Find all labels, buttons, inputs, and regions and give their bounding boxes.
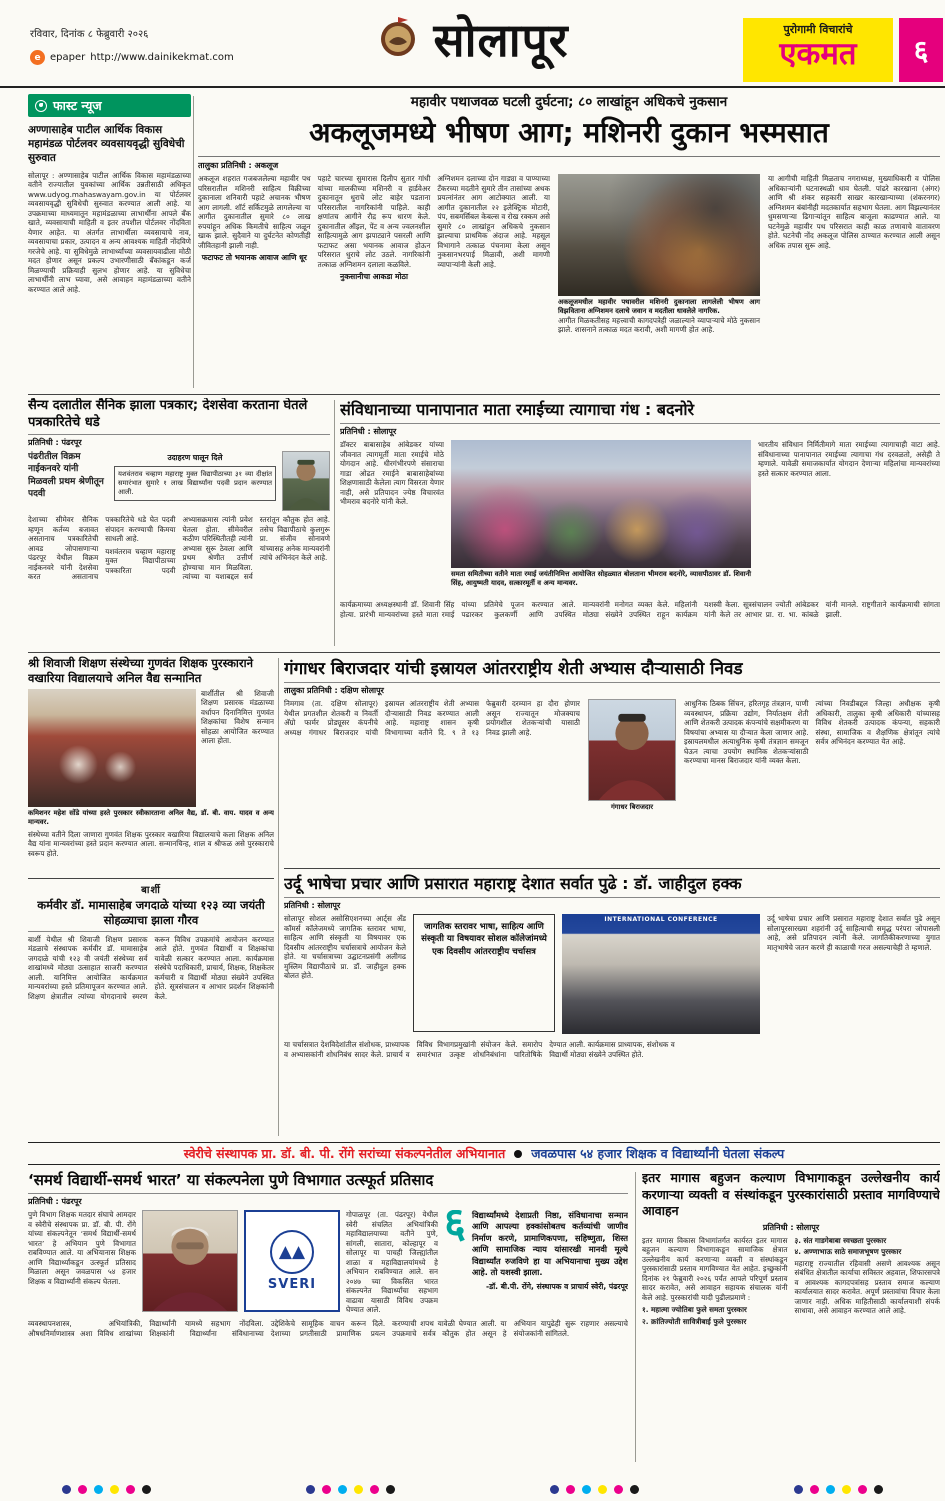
- registration-dot: [354, 1485, 363, 1494]
- soldier-subhead: पंढरीतील विक्रम नाईकनवरे यांनी मिळवली प्रथम श्रेणीतून पदवी: [28, 452, 104, 499]
- registration-dot: [826, 1485, 835, 1494]
- registration-dot: [62, 1485, 71, 1494]
- campaign-banner: [28, 1142, 940, 1165]
- jagdale-headline: कर्मवीर डॉ. मामासाहेब जगदाळे यांच्या १२३ व्या जयंती सोहळ्याचा झाला गौरव: [28, 898, 274, 932]
- sveri-logo: [244, 1210, 340, 1312]
- fire-photo-caption: अकलूजमधील महावीर पथावरील मशिनरी दुकानाला लागलेली भीषण आग विझविताना अग्निशमन दलाचे जवान व मदतीला धावलेले नागरिक.: [558, 298, 760, 315]
- birajdar-article: [284, 656, 940, 864]
- magas-headline: इतर मागास बहुजन कल्याण विभागाकडून उल्लेखनीय कार्य करणाऱ्या व्यक्ती व संस्थांकडून पुरस्कारांसाठी प्रस्ताव मागविण्याचे आवाहन: [642, 1170, 940, 1218]
- divider: [28, 394, 940, 395]
- registration-dot: [810, 1485, 819, 1494]
- masthead-title: सोलापूर: [433, 13, 569, 67]
- award-list-item: २. क्रांतिज्योती सावित्रीबाई फुले पुरस्कार: [642, 1316, 747, 1326]
- registration-dot-group: [306, 1485, 395, 1494]
- birajdar-headline: गंगाधर बिराजदार यांची इस्रायल आंतरराष्ट्रीय शेती अभ्यास दौऱ्यासाठी निवड: [284, 656, 940, 683]
- registration-dot: [858, 1485, 867, 1494]
- samarth-mid-column: गोपाळपूर (ता. पंढरपूर) येथील स्वेरी संचलित अभियांत्रिकी महाविद्यालयाच्या वतीने पुणे, सांगली, सातारा, कोल्हापूर व सोलापूर या पाचही जिल्ह्यांतील शाळा व महाविद्यालयांमध्ये हे अभियान राबविण्यात आले. सन २०४७ च्या विकसित भारत संकल्पनेत विद्यार्थ्यांचा सहभाग वाढावा यासाठी विविध उपक्रम घेण्यात आले.: [346, 1210, 438, 1314]
- urdu-right-column: उर्दू भाषेचा प्रचार आणि प्रसारात महाराष्ट्र देशात सर्वात पुढे असून सोलापूरसारख्या शहरांनी उर्दू साहित्याची समृद्ध परंपरा जोपासली आहे, असे प्रतिपादन त्यांनी केले. जागतिकीकरणाच्या युगात मातृभाषेचे जतन करणे ही काळाची गरज असल्याचेही ते म्हणाले.: [767, 914, 940, 952]
- registration-dot: [874, 1485, 883, 1494]
- sveri-emblem-icon: ▲▲: [270, 1230, 314, 1274]
- fast-news-headline: अण्णासाहेब पाटील आर्थिक विकास महामंडळ पोर्टलवर व्यवसायवृद्धी सुविधेची सुरुवात: [28, 124, 185, 165]
- samarth-article: [28, 1170, 628, 1464]
- divider: [193, 96, 194, 388]
- divider: [28, 878, 274, 879]
- ramai-mid-row: [340, 440, 940, 596]
- registration-dot: [550, 1485, 559, 1494]
- urdu-headline: उर्दू भाषेचा प्रचार आणि प्रसारात महाराष्ट्र देशात सर्वात पुढे : डॉ. जाहीदुल हक्क: [284, 872, 940, 898]
- registration-dot: [78, 1485, 87, 1494]
- registration-dot: [110, 1485, 119, 1494]
- samarth-quote-text: विद्यार्थ्यांमध्ये देशाप्रती निष्ठा, संविधानाचा सन्मान आणि आपल्या हक्कांसोबतच कर्तव्यांची जाणीव निर्माण करणे, प्रामाणिकपणा, सहिष्णुता, शिस्त आणि सामाजिक न्याय यांसारखी मानवी मूल्ये विद्यार्थ्यांत रुजविणे हा या अभियानाचा मुख्य उद्देश आहे. तो यशस्वी झाला.: [472, 1210, 628, 1278]
- brand-box: [743, 18, 893, 82]
- urdu-article: [284, 872, 940, 1136]
- divider: [635, 1172, 636, 1462]
- registration-dot: [322, 1485, 331, 1494]
- birajdar-content: [284, 699, 940, 857]
- soldier-mid-block: [114, 451, 276, 511]
- lead-paragraph: अग्निशमन दलाच्या दोन गाड्या व पाण्याच्या टँकरच्या मदतीने सुमारे तीन तासांच्या अथक प्रयत्नांनंतर आग आटोक्यात आली. या आगीत दुकानातील २२ इलेक्ट्रिक मोटारी, पंप, सबमर्सिबल केबल्स व रोख रक्कम असे सुमारे ८० लाखांहून अधिकचे नुकसान झाल्याचा प्राथमिक अंदाज आहे. महसूल विभागाने तत्काळ पंचनामा केला असून नुकसानभरपाई मिळावी, अशी मागणी व्यापाऱ्यांनी केली आहे.: [437, 174, 550, 269]
- soldier-journalist-article: [28, 398, 330, 648]
- birajdar-photo-caption: गंगाधर बिराजदार: [610, 803, 654, 811]
- registration-dot: [842, 1485, 851, 1494]
- page-number-badge: ६: [899, 18, 943, 82]
- divider: [284, 868, 940, 869]
- epaper-label: epaper: [50, 52, 86, 63]
- registration-dot: [598, 1485, 607, 1494]
- vaidya-body: संस्थेच्या वतीने दिला जाणारा गुणवंत शिक्षक पुरस्कार वखारिया विद्यालयाचे कला शिक्षक अनिल वैद्य यांना मान्यवरांच्या हस्ते प्रदान करण्यात आला. सन्मानचिन्ह, शाल व श्रीफळ असे पुरस्काराचे स्वरूप होते.: [28, 829, 274, 858]
- jagdale-body: बार्शी येथील श्री शिवाजी शिक्षण प्रसारक मंडळाचे संस्थापक कर्मवीर डॉ. मामासाहेब जगदाळे यांची १२३ वी जयंती संस्थेच्या सर्व शाखांमध्ये मोठ्या उत्साहात साजरी करण्यात आली. यानिमित्त आयोजित कार्यक्रमात मान्यवरांच्या हस्ते प्रतिमापूजन करण्यात आले. शिक्षण क्षेत्रातील त्यांच्या योगदानाचे स्मरण करून विविध उपक्रमांचे आयोजन करण्यात आले होते. गुणवंत विद्यार्थी व शिक्षकांचा यावेळी सत्कार करण्यात आला. कार्यक्रमास संस्थेचे पदाधिकारी, प्राचार्य, शिक्षक, शिक्षकेतर कर्मचारी व विद्यार्थी मोठ्या संख्येने उपस्थित होते. सूत्रसंचालन व आभार प्रदर्शन शिक्षकांनी केले.: [28, 934, 274, 1001]
- registration-dot-group: [794, 1485, 883, 1494]
- registration-dot-group: [550, 1485, 639, 1494]
- urdu-left-column: सोलापूर सोशल असोसिएशनच्या आर्ट्स अँड कॉमर्स कॉलेजमध्ये जागतिक स्तरावर भाषा, साहित्य आणि संस्कृती या विषयावर एक दिवसीय आंतरराष्ट्रीय चर्चासत्राचे आयोजन केले होते. या चर्चासत्राच्या उद्घाटनप्रसंगी अलीगढ मुस्लिम विद्यापीठाचे प्रा. डॉ. जाहीदुल हक्क बोलत होते.: [284, 914, 406, 980]
- lead-byline: तालुका प्रतिनिधी : अकलूज: [198, 161, 279, 170]
- samarth-bottom-columns: व्यवस्थापनशास्त्र, अभियांत्रिकी, औषधनिर्माणशास्त्र अशा विविध शाखांच्या विद्यार्थ्यांनी यामध्ये सहभाग नोंदविला. शिक्षकांनी विद्यार्थ्यांना संविधानाच्या उद्देशिकेचे सामूहिक वाचन करून दिले. देशाच्या प्रगतीसाठी प्रामाणिक प्रयत्न करण्याची शपथ यावेळी घेण्यात आली. या उपक्रमाचे सर्वत्र कौतुक होत असून हे अभियान यापुढेही सुरू राहणार असल्याचे संयोजकांनी सांगितले.: [28, 1319, 628, 1338]
- group-photo-caption: समता समितीच्या वतीने माता रमाई जयंतीनिमित्त आयोजित सोहळ्यात बोलताना भीमराव बदनोरे, व्यासपीठावर डॉ. शिवानी सिंह, आयुष्मती यादव, सत्कारमूर्ती व अन्य मान्यवर.: [451, 570, 751, 587]
- page-header: [0, 0, 945, 88]
- lead-paragraph: पहाटे चारच्या सुमारास दिलीप सुतार गांधी यांच्या मालकीच्या मशिनरी व हार्डवेअर दुकानातून धुराचे लोट बाहेर पडताना परिसरातील नागरिकांनी पाहिले. काही क्षणांतच आगीने रौद्र रूप धारण केले. दुकानातील ऑइल, पेंट व अन्य ज्वलनशील साहित्यामुळे आग झपाट्याने पसरली आणि फटाफट असा भयानक आवाज होऊन परिसरात धुराचे लोट उठले. नागरिकांनी तत्काळ अग्निशमन दलाला कळविले.: [317, 174, 431, 269]
- birajdar-left-columns: [284, 699, 580, 857]
- fast-news-box: [28, 94, 191, 390]
- registration-dot: [614, 1485, 623, 1494]
- registration-dot: [306, 1485, 315, 1494]
- birajdar-paragraph: त्यांच्या निवडीबद्दल जिल्हा अधीक्षक कृषी अधिकारी, तालुका कृषी अधिकारी यांच्यासह विविध शेतकरी उत्पादक कंपन्या, सहकारी संस्था, सामाजिक व शैक्षणिक क्षेत्रांतून त्यांचे सर्वत्र अभिनंदन करण्यात येत आहे.: [815, 699, 940, 746]
- fast-news-header: [28, 94, 191, 117]
- ramai-headline: संविधानाच्या पानापानात माता रमाईच्या त्यागाचा गंध : बदनोरे: [340, 398, 940, 424]
- samarth-byline: प्रतिनिधी : पंढरपूर: [28, 1197, 82, 1206]
- birajdar-photo-block: [588, 699, 676, 857]
- urdu-content-row: [284, 914, 940, 1036]
- vaidya-side-column: बार्शीतील श्री शिवाजी शिक्षण प्रसारक मंडळाच्या वर्धापन दिनानिमित्त गुणवंत शिक्षकांचा विशेष सन्मान सोहळा आयोजित करण्यात आला होता.: [201, 688, 274, 746]
- registration-dot: [338, 1485, 347, 1494]
- soldier-headline: सैन्य दलातील सैनिक झाला पत्रकार; देशसेवा करताना घेतले पत्रकारितेचे धडे: [28, 398, 330, 435]
- ronge-portrait-photo: [142, 1210, 238, 1312]
- color-registration-marks: [0, 1485, 945, 1494]
- lead-headline: अकलूजमध्ये भीषण आग; मशिनरी दुकान भस्मसात: [198, 113, 940, 157]
- lead-photo-block: [558, 174, 760, 386]
- ramai-photo-block: [451, 440, 751, 596]
- ramai-byline: प्रतिनिधी : सोलापूर: [340, 427, 397, 436]
- soldier-byline: प्रतिनिधी : पंढरपूर: [28, 438, 82, 448]
- brand-name: एकमत: [779, 36, 857, 72]
- ramai-left-column: डॉक्टर बाबासाहेब आंबेडकर यांच्या जीवनात त्यागमूर्ती माता रमाईचे मोठे योगदान आहे. धीरगंभीरपणे संसाराचा गाडा ओढत रमाईने बाबासाहेबांच्या शिक्षणासाठी केलेला त्याग विसरता येणार नाही, असे प्रतिपादन ज्येष्ठ विचारवंत भीमराव बदनोरे यांनी केले.: [340, 440, 444, 506]
- registration-dot: [566, 1485, 575, 1494]
- soldier-top-row: [28, 451, 330, 511]
- banner-left-text: स्वेरीचे संस्थापक प्रा. डॉ. बी. पी. रोंगे सरांच्या संकल्पनेतील अभियानात: [183, 1146, 506, 1161]
- soldier-inset-box: यशवंतराव चव्हाण महाराष्ट्र मुक्त विद्यापीठाच्या ३१ व्या दीक्षांत समारंभात सुमारे १ लाख विद्यार्थ्यांना पदवी प्रदान करण्यात आली.: [114, 466, 276, 500]
- ramai-right-column: भारतीय संविधान निर्मितीमागे माता रमाईच्या त्यागाचाही वाटा आहे. संविधानाच्या पानापानात रमाईच्या त्यागाचा गंध दरवळतो, असेही ते म्हणाले. यावेळी समाजकार्यात योगदान देणाऱ्या महिलांचा मान्यवरांच्या हस्ते सत्कार करण्यात आला.: [758, 440, 940, 478]
- birajdar-byline: तालुका प्रतिनिधी : दक्षिण सोलापूर: [284, 686, 384, 695]
- vaidya-award-article: [28, 656, 274, 876]
- ramai-article: [340, 398, 940, 648]
- samarth-top-row: [28, 1210, 628, 1314]
- vaidya-row: [28, 689, 274, 807]
- masthead-logo-icon: [376, 15, 420, 63]
- magas-byline: प्रतिनिधी : सोलापूर: [762, 1222, 820, 1232]
- urdu-byline: प्रतिनिधी : सोलापूर: [284, 901, 341, 910]
- magas-awards-article: [642, 1170, 940, 1464]
- lead-content: [198, 174, 940, 386]
- birajdar-paragraph: निमगाव (ता. दक्षिण सोलापूर) येथील प्रगतशील शेतकरी व निवर्ती अ‍ॅग्रो फार्मर प्रोड्यूसर कंपनीचे अध्यक्ष गंगाधर बिराजदार यांची इस्रायल आंतरराष्ट्रीय शेती अभ्यास दौऱ्यासाठी निवड करण्यात आली आहे. महाराष्ट्र शासन कृषी विभागाच्या वतीने दि. ९ ते १३ फेब्रुवारी दरम्यान हा दौरा होणार असून राज्यातून मोजक्याच प्रयोगशील शेतकऱ्यांची यासाठी निवड झाली आहे.: [284, 699, 580, 737]
- registration-dot: [94, 1485, 103, 1494]
- samarth-headline: ‘समर्थ विद्यार्थी-समर्थ भारत’ या संकल्पनेला पुणे विभागात उत्स्फूर्त प्रतिसाद: [28, 1170, 628, 1194]
- samarth-left-column: पुणे विभाग शिक्षक मतदार संघाचे आमदार व स्वेरीचे संस्थापक प्रा. डॉ. बी. पी. रोंगे यांच्या संकल्पनेतून ‘समर्थ विद्यार्थी-समर्थ भारत’ हे अभियान पुणे विभागात राबविण्यात आले. या अभियानास शिक्षक आणि विद्यार्थ्यांकडून उत्स्फूर्त प्रतिसाद मिळाला असून जवळपास ५४ हजार शिक्षक व विद्यार्थ्यांनी संकल्प घेतला.: [28, 1210, 136, 1286]
- quote-mark-icon: ६: [444, 1210, 466, 1247]
- fast-news-title: फास्ट न्यूज: [53, 98, 102, 113]
- group-photo: [451, 440, 751, 568]
- magas-paragraph: इतर मागास विकास विभागांतर्गत कार्यरत इतर मागास बहुजन कल्याण विभागाकडून सामाजिक क्षेत्रात उल्लेखनीय कार्य करणाऱ्या व्यक्ती व संस्थांकडून पुरस्कारांसाठी प्रस्ताव मागविण्यात येत आहेत. इच्छुकांनी दिनांक २१ फेब्रुवारी २०२६ पर्यंत आपले परिपूर्ण प्रस्ताव सादर करावेत, असे आवाहन सहायक संचालक यांनी केले आहे. पुरस्कारांची यादी पुढीलप्रमाणे :: [642, 1235, 788, 1302]
- samarth-quote-block: [444, 1210, 628, 1314]
- registration-dot: [126, 1485, 135, 1494]
- banner-right-text: जवळपास ५४ हजार शिक्षक व विद्यार्थ्यांनी घेतला संकल्प: [531, 1146, 785, 1161]
- epaper-icon: e: [30, 50, 45, 65]
- fire-photo: [558, 174, 760, 296]
- jagdale-place-label: बार्शी: [141, 885, 161, 896]
- magas-body: [642, 1236, 940, 1448]
- ceremony-photo-caption: कमिशनर महेश सोंडे यांच्या हस्ते पुरस्कार स्वीकारताना अनिल वैद्य, डॉ. बी. वाय. यादव व अन्य मान्यवर.: [28, 808, 274, 826]
- urdu-bottom-columns: या चर्चासत्रात देशविदेशांतील संशोधक, प्राध्यापक व अभ्यासकांनी शोधनिबंध सादर केले. प्राचार्य व विविध विभागप्रमुखांनी संयोजन केले. समारोप समारंभात उत्कृष्ट शोधनिबंधांना पारितोषिके देण्यात आली. कार्यक्रमास प्राध्यापक, संशोधक व विद्यार्थी मोठ्या संख्येने उपस्थित होते.: [284, 1040, 675, 1059]
- jagdale-article: [28, 882, 274, 1138]
- conference-banner-text: INTERNATIONAL CONFERENCE: [604, 916, 718, 923]
- registration-dot: [370, 1485, 379, 1494]
- brand-tagline: पुरोगामी विचारांचे: [783, 23, 853, 36]
- birajdar-paragraph: आधुनिक ठिबक सिंचन, हरितगृह तंत्रज्ञान, पाणी व्यवस्थापन, प्रक्रिया उद्योग, निर्यातक्षम शेती आणि शेतकरी उत्पादक कंपन्यांचे सक्षमीकरण या विषयांचा अभ्यास या दौऱ्यात केला जाणार आहे. इस्रायलमधील अत्याधुनिक कृषी तंत्रज्ञान समजून घेऊन त्याचा उपयोग स्थानिक शेतकऱ्यांसाठी करण्याचा मानस बिराजदार यांनी व्यक्त केला.: [684, 699, 809, 765]
- vaidya-headline: श्री शिवाजी शिक्षण संस्थेच्या गुणवंत शिक्षक पुरस्काराने वखारिया विद्यालयाचे अनिल वैद्य सन्मानित: [28, 656, 253, 685]
- birajdar-portrait-photo: [588, 699, 676, 801]
- lead-crosshead-1: फटाफट तो भयानक आवाज आणि धूर: [201, 253, 307, 262]
- soldier-paragraph: यशवंतराव चव्हाण महाराष्ट्र मुक्त विद्यापीठाच्या पत्रकारिता पदवी अभ्यासक्रमास त्यांनी प्रवेश घेतला होता. सीमेवरील कठीण परिस्थितीतही त्यांनी अभ्यास सुरू ठेवला आणि प्रथम श्रेणीत उत्तीर्ण होण्याचा मान मिळविला. त्यांच्या या यशाबद्दल सर्व स्तरांतून कौतुक होत आहे. तसेच विद्यापीठाचे कुलगुरू प्रा. संजीव सोनावणे यांच्यासह अनेक मान्यवरांनी त्यांचे अभिनंदन केले आहे.: [105, 515, 330, 582]
- divider: [334, 400, 335, 646]
- lead-crosshead-2: नुकसानीचा आकडा मोठा: [340, 272, 408, 281]
- fastnews-leaf-icon: [35, 100, 47, 112]
- ramai-bottom-columns: कार्यक्रमाच्या अध्यक्षस्थानी डॉ. शिवानी सिंह होत्या. प्रारंभी मान्यवरांच्या हस्ते माता रमाई यांच्या प्रतिमेचे पूजन करण्यात आले. पढारकर कुलकर्णी आणि उपस्थित मान्यवरांनी मनोगत व्यक्त केले. महिलांनी मोठ्या संख्येने उपस्थित राहून कार्यक्रम यशस्वी केला. सूत्रसंचालन ज्योती आंबेडकर यांनी केले तर आभार प्रा. रा. भा. कांबळे यांनी मानले. राष्ट्रगीताने कार्यक्रमाची सांगता झाली.: [340, 600, 940, 619]
- lead-text-columns: [198, 174, 550, 386]
- award-list-item: ३. संत गाडगेबाबा स्वच्छता पुरस्कार: [794, 1235, 887, 1245]
- date-line: रविवार, दिनांक ८ फेब्रुवारी २०२६: [30, 29, 149, 40]
- lead-article: [198, 92, 940, 392]
- award-list-item: १. महात्मा ज्योतिबा फुले समता पुरस्कार: [642, 1305, 747, 1314]
- soldier-paragraph: देशाच्या सीमेवर सैनिक म्हणून कर्तव्य बजावत असतानाच पत्रकारितेची आवड जोपासणाऱ्या पंढरपूर येथील विक्रम नाईकनवरे यांनी देशसेवा करत असतानाच पत्रकारितेचे धडे घेत पदवी संपादन करण्याची किमया साधली आहे.: [28, 515, 176, 582]
- samarth-quote-attribution: -डॉ. बी.पी. रोंगे, संस्थापक व प्राचार्य स्वेरी, पंढरपूर: [485, 1281, 628, 1291]
- registration-dot: [794, 1485, 803, 1494]
- banner-dot-icon: [514, 1150, 522, 1158]
- soldier-portrait-photo: [282, 451, 330, 511]
- magas-paragraph: महाराष्ट्र राज्यातील रहिवासी असणे आवश्यक असून संबंधित क्षेत्रातील कार्याचा सविस्तर अहवाल, शिफारसपत्रे व आवश्यक कागदपत्रांसह प्रस्ताव समाज कल्याण कार्यालयात सादर करावेत. अपूर्ण प्रस्तावांचा विचार केला जाणार नाही. अधिक माहितीसाठी कार्यालयाशी संपर्क साधावा, असे आवाहन करण्यात आले आहे.: [794, 1258, 940, 1315]
- lead-paragraph: आगीत मिळकतीसह महत्त्वाची कागदपत्रेही जळाल्याने व्यापाऱ्याचे मोठे नुकसान झाले. शासनाने तत्काळ मदत करावी, अशी मागणी होत आहे.: [558, 315, 760, 335]
- registration-dot: [630, 1485, 639, 1494]
- registration-dot: [582, 1485, 591, 1494]
- registration-dot: [142, 1485, 151, 1494]
- registration-dot-group: [62, 1485, 151, 1494]
- website-url[interactable]: http://www.dainikekmat.com: [90, 52, 234, 63]
- sveri-logo-text: SVERI: [267, 1277, 317, 1292]
- award-list-item: ४. अण्णाभाऊ साठे समाजभूषण पुरस्कार: [794, 1247, 902, 1256]
- soldier-crosshead: उदाहरण घालून दिले: [167, 453, 223, 463]
- award-ceremony-photo: [28, 689, 196, 807]
- urdu-quote-box: जागतिक स्तरावर भाषा, साहित्य आणि संस्कृती या विषयावर सोशल कॉलेजांमध्ये एक दिवसीय आंतरराष्ट्रीय चर्चासत्र: [413, 914, 555, 1032]
- lead-paragraph: अकलूज शहरात गजबजलेल्या महावीर पथ परिसरातील मशिनरी साहित्य विक्रीच्या दुकानाला शनिवारी पहाटे अचानक भीषण आग लागली. शॉर्ट सर्किटमुळे लागलेल्या या आगीत दुकानातील सुमारे ८० लाख रुपयांहून अधिक किमतीचे साहित्य जळून खाक झाले. सुदैवाने या दुर्घटनेत कोणतीही जीवितहानी झाली नाही.: [198, 174, 311, 250]
- birajdar-right-columns: [684, 699, 940, 857]
- registration-dot: [386, 1485, 395, 1494]
- divider: [278, 658, 279, 1136]
- divider: [28, 652, 940, 653]
- conference-photo: [562, 914, 760, 1034]
- fast-news-body: सोलापूर : अण्णासाहेब पाटील आर्थिक विकास महामंडळाच्या वतीने राज्यातील युवकांच्या आर्थिक उन्नतीसाठी अधिकृत www.udyog.mahaswayam.gov.in या पोर्टलवर व्यवसायवृद्धी सुविधेची सुरुवात करण्यात आली आहे. या उपक्रमाच्या माध्यमातून महामंडळाच्या लाभार्थींना आपले बँक खाते, व्यवसायाची माहिती व इतर तपशील पोर्टलवर नोंदविता येणार आहेत. या अंतर्गत लाभार्थीला व्यवसायाचे नाव, व्यवसायाचा प्रकार, उत्पादन व अन्य आवश्यक माहिती नोंदविणे गरजेचे आहे. या सुविधेमुळे लाभार्थ्यांच्या व्यवसायवाढीला मोठी मदत होणार असून प्रकल्प उभारणीसाठी बँकांकडून कर्ज मिळण्याची प्रक्रियाही सुलभ होणार आहे. या सुविधेचा लाभार्थींनी लाभ घ्यावा, असे आवाहन महामंडळाच्या वतीने करण्यात आले आहे.: [28, 170, 191, 294]
- soldier-body: [28, 515, 330, 633]
- lead-right-column: या आगीची माहिती मिळताच नगराध्यक्ष, मुख्याधिकारी व पोलिस अधिकाऱ्यांनी घटनास्थळी धाव घेतली. पांढरे कारखाना (अंगर) आणि श्री शंकर सहकारी साखर कारखान्याच्या (शंकरनगर) अग्निशमन बंबांनीही मदतकार्यात सहभाग घेतला. आग विझल्यानंतर धुमसणाऱ्या ढिगाऱ्यांतून साहित्य बाजूला काढण्यात आले. या घटनेमुळे महावीर पथ परिसरात काही काळ तणावाचे वातावरण होते. घटनेची नोंद अकलूज पोलिस ठाण्यात करण्यात आली असून अधिक तपास सुरू आहे.: [768, 174, 940, 250]
- lead-kicker: महावीर पथाजवळ घटली दुर्घटना; ८० लाखांहून अधिकचे नुकसान: [410, 94, 728, 110]
